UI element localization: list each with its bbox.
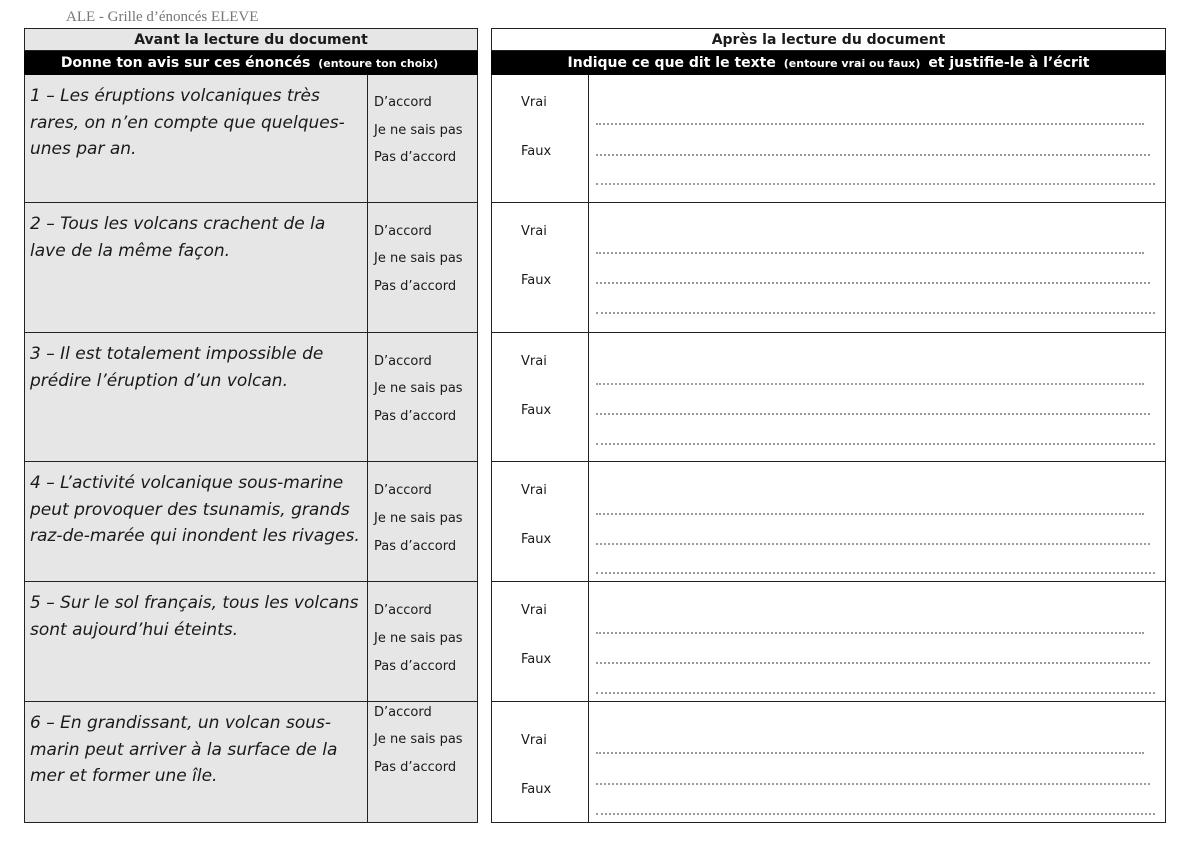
justification-line[interactable] (596, 154, 1150, 156)
justification-line[interactable] (596, 443, 1155, 445)
before-reading-instruction (24, 51, 478, 75)
justification-line[interactable] (596, 692, 1155, 694)
statement-text: 4 – L’activité volcanique sous-marine peut provoquer des tsunamis, grands raz-de-marée qui inondent les rivages. (30, 473, 360, 546)
true-false-choices (492, 582, 589, 701)
answer-row (491, 333, 1166, 462)
false-choice[interactable]: Faux (521, 144, 552, 159)
justification-line[interactable] (596, 123, 1144, 125)
before-reading-header: Avant la lecture du document (24, 28, 478, 51)
after-reading-header: Après la lecture du document (491, 28, 1166, 51)
justification-line[interactable] (596, 662, 1150, 664)
opinion-choices (367, 582, 479, 701)
after-reading-panel (491, 28, 1166, 797)
true-false-choices (492, 462, 589, 581)
opinion-choice-disagree[interactable]: Pas d’accord (374, 279, 457, 294)
opinion-choice-agree[interactable]: D’accord (374, 224, 432, 239)
justification-line[interactable] (596, 783, 1150, 785)
opinion-choice-disagree[interactable]: Pas d’accord (374, 659, 457, 674)
instruction-note: (entoure ton choix) (318, 56, 439, 70)
answer-row (491, 203, 1166, 333)
answer-row (491, 75, 1166, 203)
opinion-choices (367, 333, 479, 461)
opinion-choice-agree[interactable]: D’accord (374, 603, 432, 618)
justification-line[interactable] (596, 813, 1155, 815)
document-title: ALE - Grille d’énoncés ELEVE (66, 9, 259, 25)
opinion-choice-unsure[interactable]: Je ne sais pas (374, 631, 463, 646)
justification-line[interactable] (596, 632, 1144, 634)
opinion-choice-disagree[interactable]: Pas d’accord (374, 150, 457, 165)
answer-row (491, 462, 1166, 582)
answer-row (491, 582, 1166, 702)
justification-line[interactable] (596, 383, 1144, 385)
true-choice[interactable]: Vrai (521, 483, 547, 498)
justification-line[interactable] (596, 312, 1155, 314)
opinion-choice-unsure[interactable]: Je ne sais pas (374, 123, 463, 138)
true-choice[interactable]: Vrai (521, 95, 547, 110)
after-reading-instruction (491, 51, 1166, 75)
false-choice[interactable]: Faux (521, 532, 552, 547)
opinion-choice-unsure[interactable]: Je ne sais pas (374, 511, 463, 526)
true-false-choices (492, 333, 589, 461)
opinion-choice-agree[interactable]: D’accord (374, 705, 432, 720)
instruction-text-end: et justifie-le à l’écrit (928, 55, 1090, 71)
true-false-choices (492, 203, 589, 332)
opinion-choices (367, 75, 479, 202)
justification-line[interactable] (596, 252, 1144, 254)
opinion-choice-disagree[interactable]: Pas d’accord (374, 409, 457, 424)
justification-line[interactable] (596, 543, 1150, 545)
statement-row (24, 702, 478, 823)
opinion-choices (367, 702, 479, 822)
justification-line[interactable] (596, 282, 1150, 284)
statement-text: 3 – Il est totalement impossible de prédire l’éruption d’un volcan. (30, 344, 324, 391)
justification-line[interactable] (596, 572, 1155, 574)
opinion-choice-disagree[interactable]: Pas d’accord (374, 760, 457, 775)
instruction-text: Indique ce que dit le texte (567, 55, 776, 71)
opinion-choice-unsure[interactable]: Je ne sais pas (374, 381, 463, 396)
justification-line[interactable] (596, 183, 1155, 185)
statement-text: 2 – Tous les volcans crachent de la lave de la même façon. (30, 214, 326, 261)
opinion-choice-unsure[interactable]: Je ne sais pas (374, 732, 463, 747)
justification-line[interactable] (596, 413, 1150, 415)
statement-row (24, 462, 478, 582)
false-choice[interactable]: Faux (521, 403, 552, 418)
opinion-choice-disagree[interactable]: Pas d’accord (374, 539, 457, 554)
instruction-text: Donne ton avis sur ces énoncés (60, 55, 311, 71)
true-choice[interactable]: Vrai (521, 603, 547, 618)
statement-text: 1 – Les éruptions volcaniques très rares, on n’en compte que quelques-unes par an. (30, 86, 345, 159)
opinion-choice-agree[interactable]: D’accord (374, 483, 432, 498)
statement-row (24, 333, 478, 462)
opinion-choice-agree[interactable]: D’accord (374, 354, 432, 369)
true-false-choices (492, 75, 589, 202)
statement-row (24, 582, 478, 702)
answer-row (491, 702, 1166, 823)
false-choice[interactable]: Faux (521, 782, 552, 797)
true-choice[interactable]: Vrai (521, 733, 547, 748)
false-choice[interactable]: Faux (521, 652, 552, 667)
opinion-choice-unsure[interactable]: Je ne sais pas (374, 251, 463, 266)
before-reading-panel (24, 28, 478, 786)
statement-text: 5 – Sur le sol français, tous les volcans sont aujourd’hui éteints. (30, 593, 359, 640)
justification-line[interactable] (596, 752, 1144, 754)
true-choice[interactable]: Vrai (521, 224, 547, 239)
opinion-choice-agree[interactable]: D’accord (374, 95, 432, 110)
instruction-note: (entoure vrai ou faux) (783, 56, 921, 70)
justification-line[interactable] (596, 513, 1144, 515)
statement-text: 6 – En grandissant, un volcan sous-marin peut arriver à la surface de la mer et former une île. (30, 713, 338, 786)
opinion-choices (367, 203, 479, 332)
statement-row (24, 203, 478, 333)
true-false-choices (492, 702, 589, 822)
true-choice[interactable]: Vrai (521, 354, 547, 369)
statement-row (24, 75, 478, 203)
opinion-choices (367, 462, 479, 581)
false-choice[interactable]: Faux (521, 273, 552, 288)
